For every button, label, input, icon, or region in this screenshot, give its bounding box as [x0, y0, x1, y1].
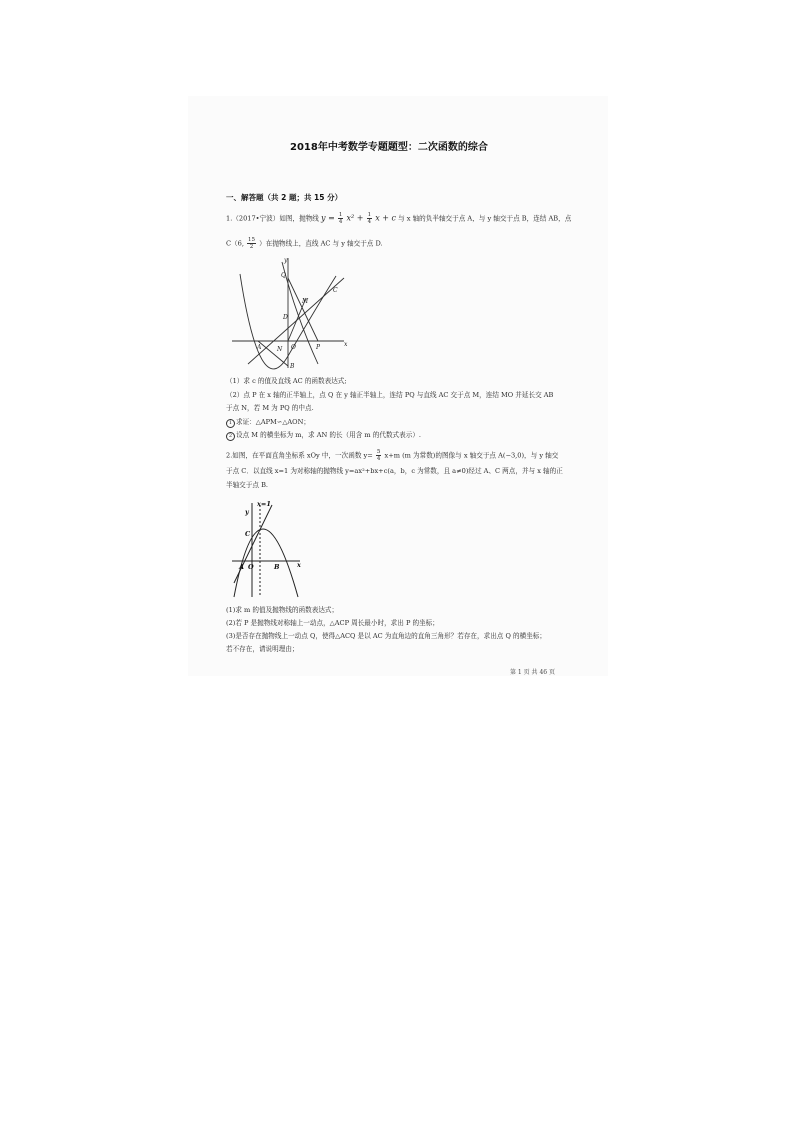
problem2-q3-line2: 若不存在，请说明理由； — [226, 645, 299, 653]
problem1-line2-prefix: C（6, — [226, 239, 244, 248]
figure2-line-ac — [234, 505, 272, 583]
fraction-1 — [338, 212, 344, 225]
problem1-suffix: 与 x 轴的负半轴交于点 A，与 y 轴交于点 B，连结 AB，点 — [398, 214, 572, 223]
problem1-line2 — [226, 237, 383, 250]
fig1-label-a: A — [257, 344, 262, 351]
document-title: 2018年中考数学专题题型：二次函数的综合 — [290, 142, 488, 153]
fig2-label-o: O — [248, 563, 254, 571]
problem2-line1-suffix: x+m (m 为常数)的图像与 x 轴交于点 A(−3,0)，与 y 轴交 — [384, 451, 559, 460]
circled-number-2: 2 — [226, 432, 235, 441]
problem2-line1 — [226, 449, 558, 462]
frac3-den: 2 — [249, 244, 254, 250]
section-heading: 一、解答题（共 2 题；共 15 分） — [226, 193, 343, 202]
eq-mid: x² + — [346, 213, 364, 223]
problem2-fraction — [376, 449, 382, 462]
fig2-label-c: C — [245, 530, 251, 538]
fig1-label-c: C — [333, 287, 338, 294]
problem1-q2-line1: （2）点 P 在 x 轴的正半轴上，点 Q 在 y 轴正半轴上，连结 PQ 与直线 AC 交于点 M，连结 MO 并延长交 AB — [226, 391, 554, 399]
fig2-label-b: B — [274, 563, 280, 571]
problem1-line2-suffix: ）在抛物线上，直线 AC 与 y 轴交于点 D. — [259, 239, 383, 248]
fig2-label-x1: x=1 — [257, 500, 271, 508]
problem2-q2: (2)若 P 是抛物线对称轴上一动点，△ACP 周长最小时，求出 P 的坐标； — [226, 619, 439, 627]
problem2-line3: 半轴交于点 B. — [226, 481, 269, 489]
fig1-label-p: P — [316, 344, 321, 351]
fig1-label-o: O — [291, 344, 296, 351]
problem1-q2-1-text: 求证：△APM∽△AON； — [236, 418, 310, 426]
problem1-q2-1 — [226, 418, 310, 428]
fig1-label-y: y — [284, 257, 288, 264]
problem1-line1 — [226, 212, 571, 225]
frac2-den: 4 — [367, 219, 372, 225]
fig1-label-m: M — [302, 298, 309, 305]
fraction-3 — [247, 237, 256, 250]
problem1-q2-2 — [226, 431, 421, 441]
page-footer: 第 1 页 共 46 页 — [510, 669, 555, 676]
problem2-line2: 于点 C．以直线 x=1 为对称轴的抛物线 y=ax²+bx+c(a，b，c 为常数，且 a≠0)经过 A、C 两点，并与 x 轴的正 — [226, 467, 563, 475]
fig1-label-n: N — [277, 346, 283, 353]
problem2-line1-prefix: 2.如图，在平面直角坐标系 xOy 中，一次函数 y= — [226, 451, 373, 460]
figure1-line-ab — [258, 341, 288, 366]
eq-y: y = — [321, 213, 335, 223]
figure2-diagram — [226, 497, 310, 603]
eq-end: x + c — [375, 213, 396, 223]
problem2-frac-num: 5 — [376, 449, 381, 455]
problem2-q3-line1: (3)是否存在抛物线上一动点 Q，使得△ACQ 是以 AC 为直角边的直角三角形？若存在，求出点 Q 的横坐标； — [226, 632, 546, 640]
fig2-label-a: A — [239, 563, 245, 571]
fig1-label-q: Q — [281, 272, 286, 279]
figure1-line-pq — [288, 278, 318, 341]
fig2-label-x: x — [297, 561, 301, 569]
problem2-frac-den: 4 — [376, 456, 381, 462]
problem1-q2-line2: 于点 N，若 M 为 PQ 的中点. — [226, 404, 314, 412]
fig1-label-d: D — [283, 314, 288, 321]
frac2-num: 1 — [367, 212, 372, 218]
frac3-num: 15 — [248, 237, 256, 243]
problem1-prefix: 1.（2017•宁波）如图，抛物线 — [226, 214, 319, 223]
fig2-label-y: y — [245, 508, 249, 516]
problem1-q2-2-text: 设点 M 的横坐标为 m，求 AN 的长（用含 m 的代数式表示）. — [236, 431, 422, 439]
fig1-label-b: B — [290, 363, 295, 370]
fraction-2 — [367, 212, 373, 225]
circled-number-1: 1 — [226, 419, 235, 428]
frac1-den: 4 — [338, 219, 343, 225]
problem1-q1: （1）求 c 的值及直线 AC 的函数表达式; — [226, 377, 347, 385]
figure1-diagram — [226, 256, 356, 374]
problem2-q1: (1)求 m 的值及抛物线的函数表达式； — [226, 606, 339, 614]
fig1-label-x: x — [344, 341, 348, 348]
frac1-num: 1 — [338, 212, 343, 218]
